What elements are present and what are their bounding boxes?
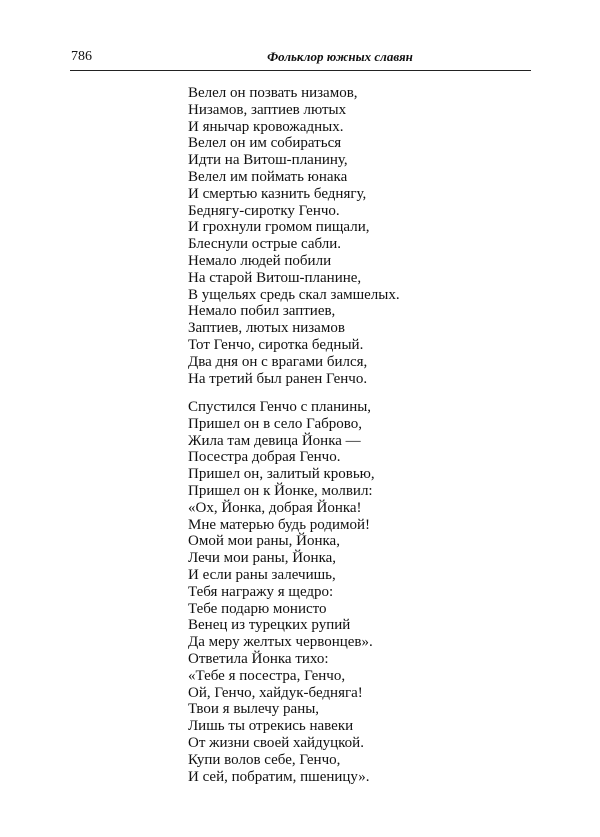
- verse-line: Венец из турецких рупий: [188, 617, 351, 634]
- verse-line: От жизни своей хайдуцкой.: [188, 734, 364, 751]
- verse-line: И грохнули громом пищали,: [188, 219, 370, 236]
- stanza-1: [188, 85, 400, 387]
- verse-line: «Ох, Йонка, добрая Йонка!: [188, 499, 362, 516]
- verse-line: И смертью казнить беднягу,: [188, 185, 367, 202]
- page-number: 786: [71, 49, 92, 64]
- verse-line: Блеснули острые сабли.: [188, 236, 341, 253]
- verse-line: Омой мои раны, Йонка,: [188, 533, 340, 550]
- verse-line: Два дня он с врагами бился,: [188, 353, 368, 370]
- verse-line: Немало людей побили: [188, 252, 332, 269]
- verse-line: Ответила Йонка тихо:: [188, 650, 329, 667]
- verse-line: Низамов, заптиев лютых: [188, 101, 347, 118]
- verse-line: В ущельях средь скал замшелых.: [188, 286, 400, 303]
- verse-line: Мне матерью будь родимой!: [188, 516, 371, 533]
- verse-line: Велел он им собираться: [188, 135, 342, 152]
- verse-line: Лишь ты отрекись навеки: [188, 718, 354, 735]
- verse-line: Пришел он в село Габрово,: [188, 415, 362, 432]
- verse-line: И янычар кровожадных.: [188, 118, 344, 135]
- verse-line: И если раны залечишь,: [188, 566, 336, 583]
- verse-line: И сей, побратим, пшеницу».: [188, 768, 370, 785]
- verse-line: Идти на Витош-планину,: [188, 152, 348, 169]
- verse-line: Велел им поймать юнака: [188, 168, 348, 185]
- verse-line: Лечи мои раны, Йонка,: [188, 550, 337, 567]
- verse-line: Немало побил заптиев,: [188, 303, 336, 320]
- verse-line: Посестра добрая Генчо.: [188, 449, 341, 466]
- verse-line: Пришел он, залитый кровью,: [188, 466, 375, 483]
- running-title: Фольклор южных славян: [267, 49, 413, 64]
- verse-line: Тебя награжу я щедро:: [188, 583, 334, 600]
- verse-line: Заптиев, лютых низамов: [188, 320, 345, 337]
- verse-line: Купи волов себе, Генчо,: [188, 751, 341, 768]
- verse-line: Велел он позвать низамов,: [188, 85, 358, 101]
- verse-line: Спустился Генчо с планины,: [188, 399, 372, 415]
- verse-line: На старой Витош-планине,: [188, 269, 362, 286]
- verse-line: Тот Генчо, сиротка бедный.: [188, 336, 364, 353]
- verse-line: На третий был ранен Генчо.: [188, 370, 368, 387]
- header-rule: [70, 70, 531, 72]
- verse-line: Ой, Генчо, хайдук-бедняга!: [188, 684, 363, 701]
- verse-line: «Тебе я посестра, Генчо,: [188, 667, 346, 684]
- verse-line: Твои я вылечу раны,: [188, 701, 320, 718]
- stanza-2: [188, 399, 375, 785]
- verse-line: Беднягу-сиротку Генчо.: [188, 202, 340, 219]
- verse-line: Пришел он к Йонке, молвил:: [188, 482, 373, 499]
- verse-line: Да меру желтых червонцев».: [188, 634, 373, 651]
- verse-line: Тебе подарю монисто: [188, 600, 327, 617]
- verse-line: Жила там девица Йонка —: [188, 432, 361, 449]
